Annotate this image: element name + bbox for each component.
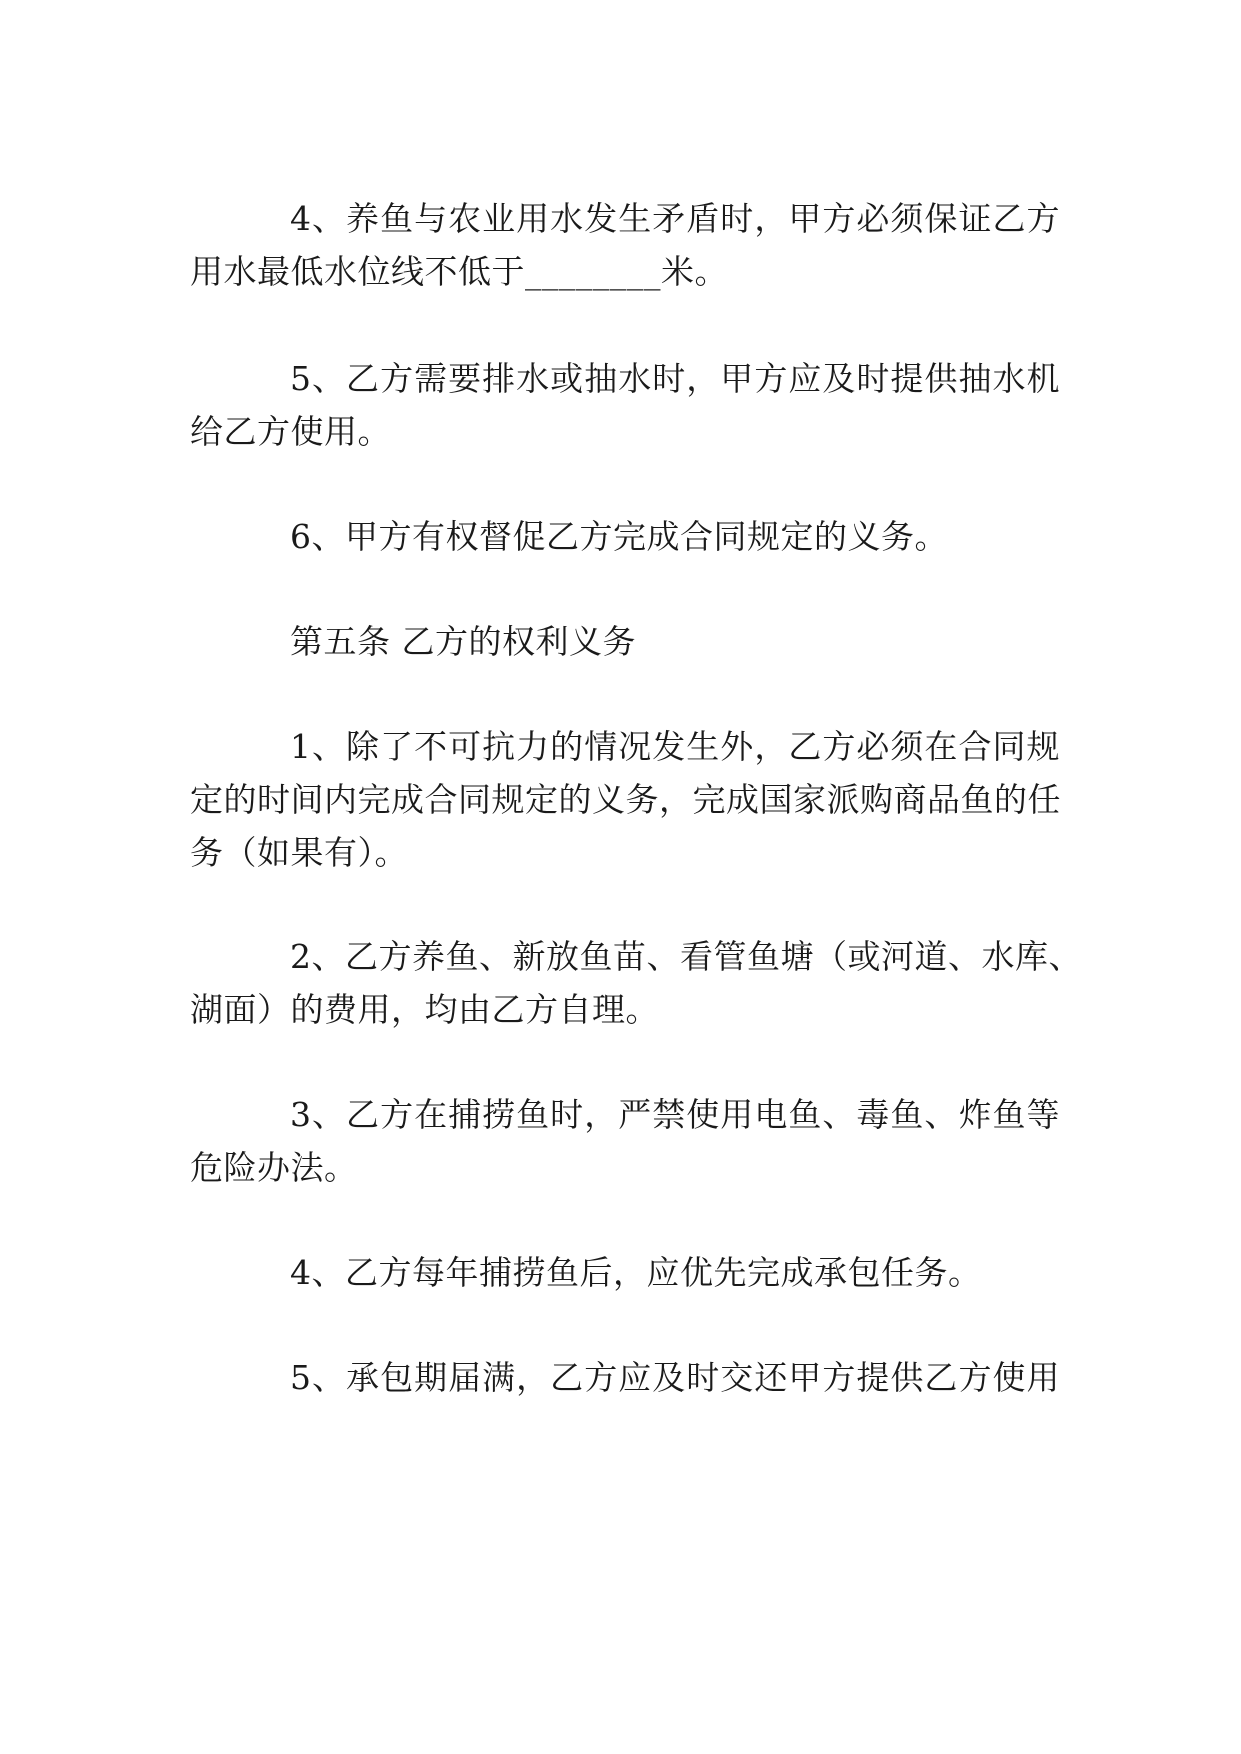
- text-line: 6、甲方有权督促乙方完成合同规定的义务。: [290, 517, 948, 556]
- section-heading: 第五条 乙方的权利义务: [290, 622, 636, 661]
- text-line: 3、乙方在捕捞鱼时，严禁使用电鱼、毒鱼、炸鱼等: [290, 1095, 1060, 1134]
- text-line: 定的时间内完成合同规定的义务，完成国家派购商品鱼的任: [190, 780, 1061, 819]
- text-line: 给乙方使用。: [190, 412, 391, 451]
- text-line: 5、乙方需要排水或抽水时，甲方应及时提供抽水机: [290, 359, 1060, 398]
- text-line: 湖面）的费用，均由乙方自理。: [190, 990, 659, 1029]
- text-line: 务（如果有）。: [190, 833, 408, 872]
- text-line: 4、养鱼与农业用水发生矛盾时，甲方必须保证乙方: [290, 199, 1060, 238]
- text-line: 5、承包期届满，乙方应及时交还甲方提供乙方使用: [290, 1358, 1060, 1397]
- text-line: 1、除了不可抗力的情况发生外，乙方必须在合同规: [290, 727, 1060, 766]
- text-line: 4、乙方每年捕捞鱼后，应优先完成承包任务。: [290, 1253, 982, 1292]
- text-line: 2、乙方养鱼、新放鱼苗、看管鱼塘（或河道、水库、: [290, 937, 1082, 976]
- text-line: 危险办法。: [190, 1148, 358, 1187]
- text-line: 用水最低水位线不低于________米。: [190, 252, 728, 291]
